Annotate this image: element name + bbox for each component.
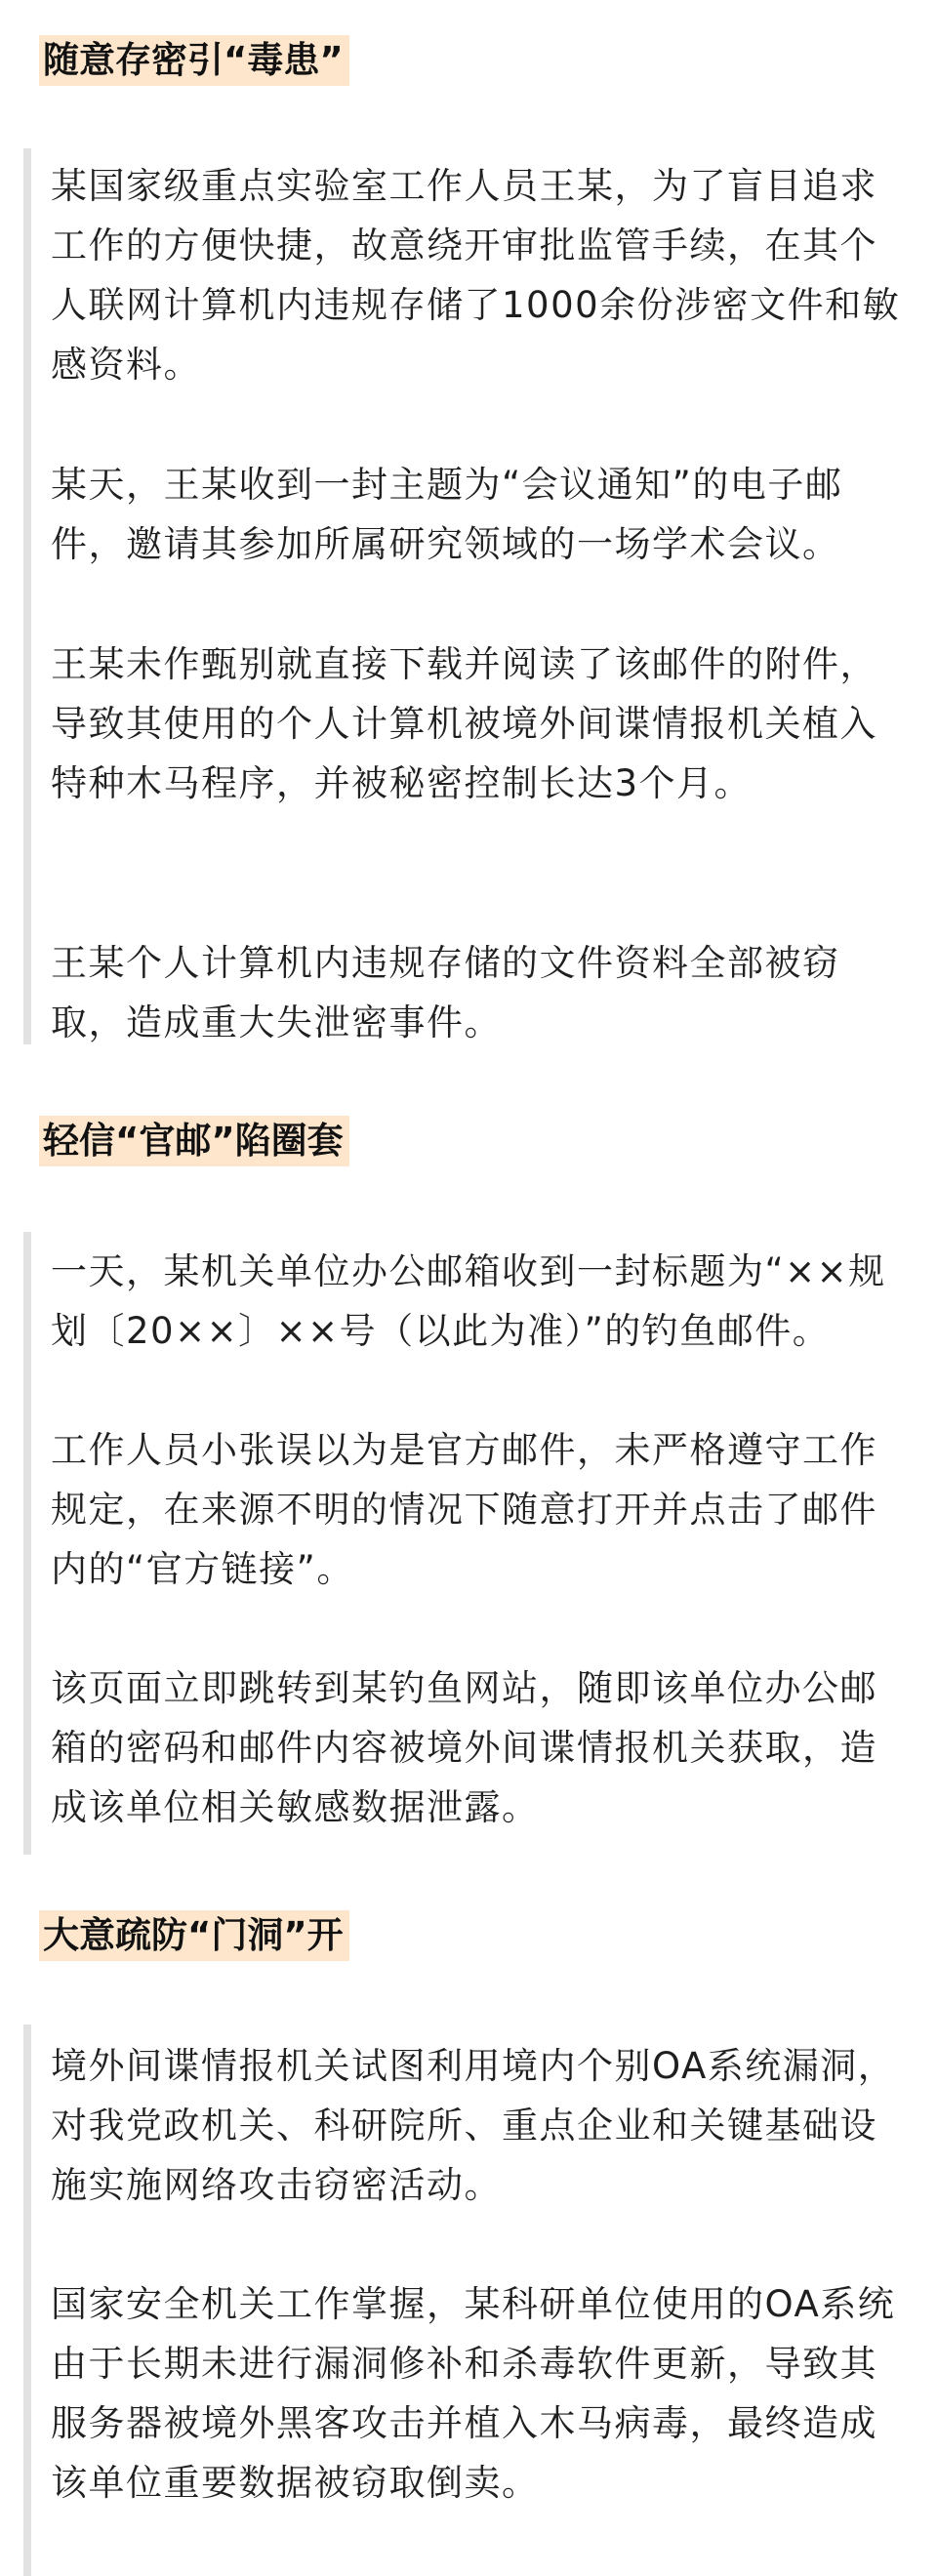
- paragraph: 境外间谍情报机关试图利用境内个别OA系统漏洞，对我党政机关、科研院所、重点企业和关键基础设施实施网络攻击窃密活动。: [51, 2045, 896, 2206]
- section-heading: 大意疏防“门洞”开: [39, 1910, 349, 1961]
- paragraph: 国家安全机关工作掌握，某科研单位使用的OA系统由于长期未进行漏洞修补和杀毒软件更新，导致其服务器被境外黑客攻击并植入木马病毒，最终造成该单位重要数据被窃取倒卖。: [51, 2283, 896, 2504]
- paragraph: 某天，王某收到一封主题为“会议通知”的电子邮件，邀请其参加所属研究领域的一场学术会议。: [51, 464, 843, 565]
- paragraph: 王某个人计算机内违规存储的文件资料全部被窃取，造成重大失泄密事件。: [51, 942, 840, 1043]
- paragraph: 王某未作甄别就直接下载并阅读了该邮件的附件，导致其使用的个人计算机被境外间谍情报机关植入特种木马程序，并被秘密控制长达3个月。: [51, 643, 877, 804]
- paragraph: 该页面立即跳转到某钓鱼网站，随即该单位办公邮箱的密码和邮件内容被境外间谍情报机关获取，造成该单位相关敏感数据泄露。: [51, 1667, 877, 1828]
- section-heading: 轻信“官邮”陷圈套: [39, 1116, 349, 1166]
- paragraph: 某国家级重点实验室工作人员王某，为了盲目追求工作的方便快捷，故意绕开审批监管手续，在其个人联网计算机内违规存储了1000余份涉密文件和敏感资料。: [51, 165, 901, 386]
- paragraph: 一天，某机关单位办公邮箱收到一封标题为“××规划〔20××〕××号（以此为准）”的钓鱼邮件。: [51, 1250, 886, 1352]
- paragraph: 工作人员小张误以为是官方邮件，未严格遵守工作规定，在来源不明的情况下随意打开并点击了邮件内的“官方链接”。: [51, 1429, 877, 1590]
- section-heading: 随意存密引“毒患”: [39, 35, 349, 86]
